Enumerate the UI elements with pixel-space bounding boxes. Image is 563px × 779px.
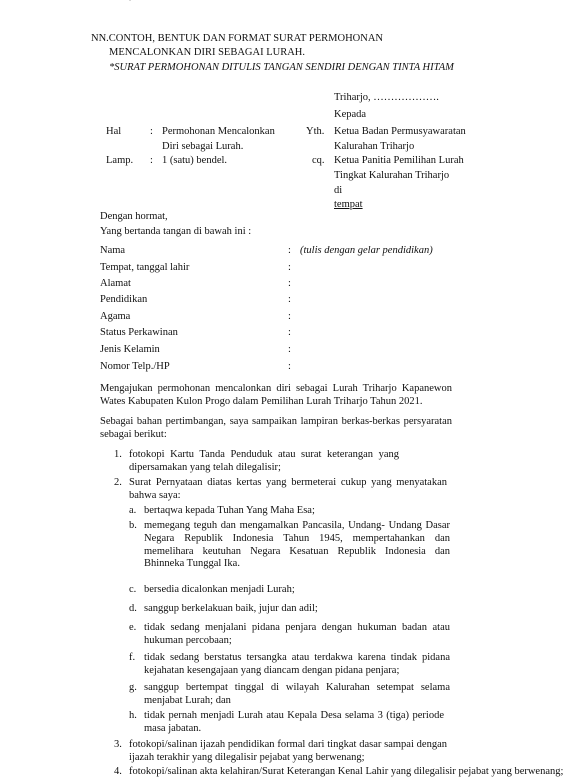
list-item-number: 2. xyxy=(114,477,122,488)
sublist-text: bertaqwa kepada Tuhan Yang Maha Esa; xyxy=(144,505,315,516)
hal-colon: : xyxy=(150,126,153,137)
field-row-ttl xyxy=(100,262,460,279)
field-label: Jenis Kelamin xyxy=(100,344,160,355)
header-title-line1: NN.CONTOH, BENTUK DAN FORMAT SURAT PERMOHONAN xyxy=(91,33,383,44)
kepada-label: Kepada xyxy=(334,109,367,120)
field-value: (tulis dengan gelar pendidikan) xyxy=(300,245,433,256)
intro-text: Yang bertanda tangan di bawah ini : xyxy=(100,226,252,237)
sublist-text: bersedia dicalonkan menjadi Lurah; xyxy=(144,584,295,595)
yth-line2: Kalurahan Triharjo xyxy=(334,141,415,152)
field-label: Nama xyxy=(100,245,126,256)
field-label: Agama xyxy=(100,311,131,322)
sublist-letter: g. xyxy=(129,682,137,693)
field-colon: : xyxy=(288,361,291,372)
field-row-nama xyxy=(100,245,460,262)
field-label: Nomor Telp./HP xyxy=(100,361,170,372)
body-paragraph-2: Sebagai bahan pertimbangan, saya sampaikan lampiran berkas-berkas persyaratan sebagai berikut: xyxy=(100,416,452,440)
cq-label: cq. xyxy=(312,155,325,166)
sublist-letter: b. xyxy=(129,520,137,531)
list-item-text: Surat Pernyataan diatas kertas yang bermeterai cukup yang menyatakan bahwa saya: xyxy=(129,477,447,501)
field-row-agama xyxy=(100,311,460,328)
sublist-letter: c. xyxy=(129,584,137,595)
list-item-number: 6. xyxy=(130,0,131,1)
list-item-number: 4. xyxy=(114,766,122,777)
list-item-number: 5. xyxy=(129,0,130,1)
sublist-text: tidak sedang menjalani pidana penjara dengan hukuman badan atau hukuman percobaan; xyxy=(144,622,450,646)
cq-line3: di xyxy=(334,185,343,196)
sublist-text: tidak sedang berstatus tersangka atau terdakwa karena tindak pidana kejahatan kesengajaan yang diancam dengan pidana penjara; xyxy=(144,652,450,676)
list-item-text: fotokopi/salinan akta kelahiran/Surat Keterangan Kenal Lahir yang dilegalisir pejabat yang berwenang; xyxy=(129,766,563,777)
field-label: Status Perkawinan xyxy=(100,327,178,338)
yth-label: Yth. xyxy=(306,126,325,137)
field-colon: : xyxy=(288,344,291,355)
field-label: Pendidikan xyxy=(100,294,148,305)
sublist-letter: e. xyxy=(129,622,137,633)
sublist-text: tidak pernah menjadi Lurah atau Kepala Desa selama 3 (tiga) periode masa jabatan. xyxy=(144,710,444,734)
cq-line4: tempat xyxy=(334,199,363,210)
list-item-number: 1. xyxy=(114,449,122,460)
hal-label: Hal xyxy=(106,126,122,137)
sublist-text: sanggup berkelakuan baik, jujur dan adil; xyxy=(144,603,318,614)
field-colon: : xyxy=(288,311,291,322)
field-colon: : xyxy=(288,245,291,256)
lamp-label: Lamp. xyxy=(106,155,134,166)
greeting: Dengan hormat, xyxy=(100,211,168,222)
hal-value-line1: Permohonan Mencalonkan xyxy=(162,126,275,137)
field-colon: : xyxy=(288,327,291,338)
cq-line2: Tingkat Kalurahan Triharjo xyxy=(334,170,450,181)
field-colon: : xyxy=(288,278,291,289)
cq-line1: Ketua Panitia Pemilihan Lurah xyxy=(334,155,464,166)
lamp-colon: : xyxy=(150,155,153,166)
place-date: Triharjo, ………………. xyxy=(334,92,439,103)
yth-line1: Ketua Badan Permusyawaratan xyxy=(334,126,466,137)
field-row-status xyxy=(100,327,460,344)
sublist-letter: d. xyxy=(129,603,137,614)
list-item-text: fotokopi/salinan ijazah pendidikan formal dari tingkat dasar sampai dengan ijazah terakhir yang dilegalisir pejabat yang berwenang; xyxy=(129,739,447,763)
header-title-line2: MENCALONKAN DIRI SEBAGAI LURAH. xyxy=(109,47,305,58)
header-note: *SURAT PERMOHONAN DITULIS TANGAN SENDIRI DENGAN TINTA HITAM xyxy=(109,62,454,73)
sublist-text: memegang teguh dan mengamalkan Pancasila, Undang- Undang Dasar Negara Republik Indonesia Tahun 1945, mempertahankan dan memelihara keutuhan Negara Kesatuan Republik Indonesia dan Bhinneka Tunggal Ika. xyxy=(144,520,450,570)
sublist-letter: a. xyxy=(129,505,137,516)
sublist-letter: h. xyxy=(129,710,137,721)
field-colon: : xyxy=(288,294,291,305)
sublist-letter: f. xyxy=(129,652,136,663)
list-item-number: 3. xyxy=(114,739,122,750)
field-row-alamat xyxy=(100,278,460,295)
body-paragraph-1: Mengajukan permohonan mencalonkan diri sebagai Lurah Triharjo Kapanewon Wates Kabupaten Kulon Progo dalam Pemilihan Lurah Triharjo Tahun 2021. xyxy=(100,383,452,407)
field-row-telp xyxy=(100,361,460,378)
field-colon: : xyxy=(288,262,291,273)
field-row-jenis-kelamin xyxy=(100,344,460,361)
list-item-text: fotokopi Kartu Tanda Penduduk atau surat keterangan yang dipersamakan yang telah dilegalisir; xyxy=(129,449,399,473)
lamp-value: 1 (satu) bendel. xyxy=(162,155,228,166)
hal-value-line2: Diri sebagai Lurah. xyxy=(162,141,244,152)
field-label: Tempat, tanggal lahir xyxy=(100,262,190,273)
sublist-text: sanggup bertempat tinggal di wilayah Kalurahan setempat selama menjabat Lurah; dan xyxy=(144,682,450,706)
field-label: Alamat xyxy=(100,278,131,289)
field-row-pendidikan xyxy=(100,294,460,311)
